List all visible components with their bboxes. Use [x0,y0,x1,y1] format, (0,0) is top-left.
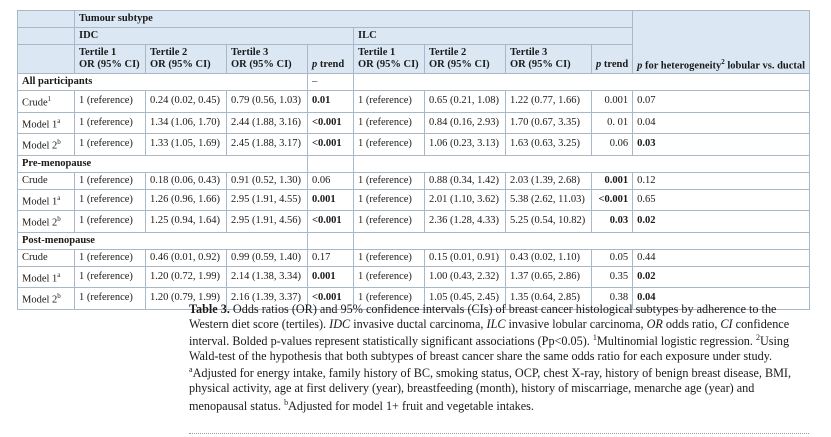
idc-tertile3-cell: 0.99 (0.59, 1.40) [227,249,308,266]
table-row [18,189,810,211]
ilc-tertile2-cell: 0.65 (0.21, 1.08) [425,91,506,113]
section-blank [354,232,810,249]
table-row [18,211,810,233]
idc-tertile1-cell: 1 (reference) [75,172,146,189]
heterogeneity-cell: 0.07 [633,91,810,113]
idc-tertile2-cell: 0.46 (0.01, 0.92) [146,249,227,266]
ilc-tertile2-cell: 0.15 (0.01, 0.91) [425,249,506,266]
ilc-tertile2-cell: 2.01 (1.10, 3.62) [425,189,506,211]
ilc-tertile3-cell: 1.35 (0.64, 2.85) [506,288,592,310]
section-title: All participants [18,74,308,91]
heterogeneity-cell: 0.03 [633,134,810,156]
idc-ptrend-cell: <0.001 [308,211,354,233]
section-blank [354,155,810,172]
idc-tertile1-cell: 1 (reference) [75,266,146,288]
ilc-tertile2-header: Tertile 2 OR (95% CI) [425,45,506,74]
idc-ptrend-cell: 0.17 [308,249,354,266]
idc-ptrend-cell: 0.06 [308,172,354,189]
idc-tertile1-cell: 1 (reference) [75,211,146,233]
heterogeneity-cell: 0.02 [633,266,810,288]
ilc-tertile1-header: Tertile 1 OR (95% CI) [354,45,425,74]
idc-tertile1-cell: 1 (reference) [75,249,146,266]
ilc-ptrend-cell: 0. 01 [592,112,633,134]
idc-ptrend-cell: <0.001 [308,112,354,134]
idc-tertile1-header: Tertile 1 OR (95% CI) [75,45,146,74]
ilc-tertile2-cell: 2.36 (1.28, 4.33) [425,211,506,233]
section-blank [354,74,810,91]
section-title: Post-menopause [18,232,308,249]
section-row [18,232,810,249]
idc-ptrend-cell: 0.001 [308,189,354,211]
ilc-tertile1-cell: 1 (reference) [354,288,425,310]
row-label: Crude [18,249,75,266]
results-table [17,10,810,310]
row-label: Model 1$^a$ [18,189,75,211]
ilc-tertile2-cell: 0.84 (0.16, 2.93) [425,112,506,134]
idc-tertile2-cell: 1.25 (0.94, 1.64) [146,211,227,233]
table-row [18,249,810,266]
ilc-tertile1-cell: 1 (reference) [354,189,425,211]
heterogeneity-cell: 0.04 [633,112,810,134]
ilc-ptrend-header: p trend [592,45,633,74]
ilc-tertile3-cell: 5.38 (2.62, 11.03) [506,189,592,211]
ilc-ptrend-cell: 0.001 [592,172,633,189]
ilc-tertile2-cell: 0.88 (0.34, 1.42) [425,172,506,189]
ilc-tertile3-cell: 1.70 (0.67, 3.35) [506,112,592,134]
idc-tertile3-cell: 2.45 (1.88, 3.17) [227,134,308,156]
idc-tertile3-cell: 2.16 (1.39, 3.37) [227,288,308,310]
ilc-tertile1-cell: 1 (reference) [354,112,425,134]
idc-tertile2-cell: 1.26 (0.96, 1.66) [146,189,227,211]
ilc-tertile1-cell: 1 (reference) [354,91,425,113]
ilc-ptrend-cell: 0.03 [592,211,633,233]
idc-tertile3-header: Tertile 3 OR (95% CI) [227,45,308,74]
ilc-ptrend-cell: 0.35 [592,266,633,288]
idc-tertile2-cell: 1.20 (0.72, 1.99) [146,266,227,288]
idc-tertile2-cell: 0.18 (0.06, 0.43) [146,172,227,189]
idc-tertile1-cell: 1 (reference) [75,134,146,156]
idc-tertile2-header: Tertile 2 OR (95% CI) [146,45,227,74]
ilc-ptrend-cell: 0.06 [592,134,633,156]
ilc-ptrend-cell: <0.001 [592,189,633,211]
ilc-tertile3-cell: 5.25 (0.54, 10.82) [506,211,592,233]
header-blank-2 [18,28,75,45]
heterogeneity-cell: 0.04 [633,288,810,310]
heterogeneity-cell: 0.02 [633,211,810,233]
ilc-tertile3-cell: 1.37 (0.65, 2.86) [506,266,592,288]
heterogeneity-cell: 0.12 [633,172,810,189]
ilc-tertile1-cell: 1 (reference) [354,172,425,189]
ilc-header: ILC [354,28,633,45]
idc-tertile2-cell: 0.24 (0.02, 0.45) [146,91,227,113]
idc-tertile3-cell: 0.91 (0.52, 1.30) [227,172,308,189]
row-label: Model 1$^a$ [18,266,75,288]
row-label: Model 2$^b$ [18,288,75,310]
idc-tertile1-cell: 1 (reference) [75,189,146,211]
table-caption: Table 3. Odds ratios (OR) and 95% confidence intervals (CIs) of breast cancer histological subtypes by adherence to the Western diet score (tertiles). IDC invasive ductal carcinoma, ILC invasive lobular carcinoma, OR odds ratio, CI confidence interval. Bolded p-values represent statistically significant associations (Pp<0.05). $^1$Multinomial logistic regression. $^2$Using Wald-test of the hypothesis that both subtypes of breast cancer share the same odds ratio for each exposure under study. $^a$Adjusted for energy intake, family history of BC, smoking status, OCP, chest X-ray, history of benign breast disease, BMI, physical activity, age at first delivery (year), breastfeeding (month), history of miscarriage, menarche age (year) and menopausal status. $^b$Adjusted for model 1+ fruit and vegetable intakes. [189,302,792,413]
idc-tertile2-cell: 1.20 (0.79, 1.99) [146,288,227,310]
header-blank-3 [18,45,75,74]
section-ptrend-mark [308,232,354,249]
idc-tertile1-cell: 1 (reference) [75,112,146,134]
idc-tertile3-cell: 2.95 (1.91, 4.56) [227,211,308,233]
caption-label: Table 3. [189,302,230,316]
ilc-tertile3-cell: 0.43 (0.02, 1.10) [506,249,592,266]
section-row [18,74,810,91]
ilc-tertile3-cell: 1.63 (0.63, 3.25) [506,134,592,156]
table-row [18,172,810,189]
idc-ptrend-cell: <0.001 [308,288,354,310]
idc-ptrend-header: p trend [308,45,354,74]
idc-ptrend-cell: 0.001 [308,266,354,288]
dotted-rule [189,433,809,434]
row-label: Crude [18,172,75,189]
idc-tertile3-cell: 0.79 (0.56, 1.03) [227,91,308,113]
idc-tertile3-cell: 2.14 (1.38, 3.34) [227,266,308,288]
ilc-tertile1-cell: 1 (reference) [354,134,425,156]
table-row [18,112,810,134]
ilc-tertile2-cell: 1.00 (0.43, 2.32) [425,266,506,288]
ilc-tertile2-cell: 1.05 (0.45, 2.45) [425,288,506,310]
idc-tertile1-cell: 1 (reference) [75,288,146,310]
table-row [18,91,810,113]
ilc-ptrend-cell: 0.001 [592,91,633,113]
row-label: Model 2$^b$ [18,211,75,233]
ilc-ptrend-cell: 0.38 [592,288,633,310]
ilc-ptrend-cell: 0.05 [592,249,633,266]
ilc-tertile1-cell: 1 (reference) [354,249,425,266]
table-row [18,266,810,288]
idc-tertile3-cell: 2.44 (1.88, 3.16) [227,112,308,134]
section-title: Pre-menopause [18,155,308,172]
section-row [18,155,810,172]
idc-tertile3-cell: 2.95 (1.91, 4.55) [227,189,308,211]
table-row [18,134,810,156]
idc-tertile1-cell: 1 (reference) [75,91,146,113]
row-label: Crude$^1$ [18,91,75,113]
idc-tertile2-cell: 1.33 (1.05, 1.69) [146,134,227,156]
ilc-tertile1-cell: 1 (reference) [354,266,425,288]
ilc-tertile1-cell: 1 (reference) [354,211,425,233]
idc-ptrend-cell: 0.01 [308,91,354,113]
idc-header: IDC [75,28,354,45]
ilc-tertile3-cell: 2.03 (1.39, 2.68) [506,172,592,189]
ilc-tertile3-cell: 1.22 (0.77, 1.66) [506,91,592,113]
row-label: Model 2$^b$ [18,134,75,156]
heterogeneity-header: p for heterogeneity$^2$ lobular vs. ductal [633,11,810,74]
idc-tertile2-cell: 1.34 (1.06, 1.70) [146,112,227,134]
row-label: Model 1$^a$ [18,112,75,134]
header-blank [18,11,75,28]
section-ptrend-mark [308,155,354,172]
ilc-tertile2-cell: 1.06 (0.23, 3.13) [425,134,506,156]
section-ptrend-mark: – [308,74,354,91]
idc-ptrend-cell: <0.001 [308,134,354,156]
tumour-subtype-header: Tumour subtype [75,11,633,28]
heterogeneity-cell: 0.65 [633,189,810,211]
ilc-tertile3-header: Tertile 3 OR (95% CI) [506,45,592,74]
heterogeneity-cell: 0.44 [633,249,810,266]
